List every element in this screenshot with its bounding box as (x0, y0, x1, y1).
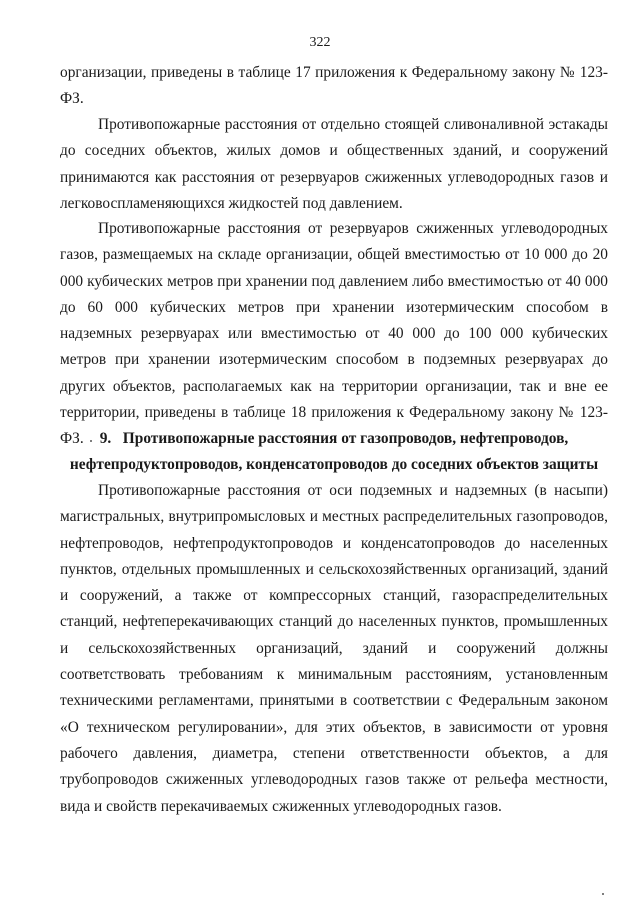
paragraph-continuation: организации, приведены в таблице 17 приложения к Федеральному закону № 123-ФЗ. (60, 64, 608, 108)
paragraph-pipeline-distances: Противопожарные расстояния от оси подземных и надземных (в насыпи) магистральных, внутрипромысловых и местных распределительных газопроводов, нефтепроводов, нефтепродуктопроводов и конденсатопроводов до населенных пунктов, отдельных промышленных и сельскохозяйственных организаций, зданий и сооружений, а также от компрессорных станций, газораспределительных станций, нефтеперекачивающих станций до населенных пунктов, промышленных и сельскохозяйственных организаций, зданий и сооружений должны соответствовать требованиям к минимальным расстояниям, установленным техническими регламентами, принятыми в соответствии с Федеральным законом «О техническом регулировании», для этих объектов, в зависимости от уровня рабочего давления, диаметра, степени ответственности объектов, а для трубопроводов сжиженных углеводородных газов также от рельефа местности, вида и свойств перекачиваемых сжиженных углеводородных газов. (60, 482, 608, 815)
page-number: 322 (309, 35, 331, 50)
paragraph-lpg-reservoir-distances: Противопожарные расстояния от резервуаров сжиженных углеводородных газов, размещаемых на складе организации, общей вместимостью от 10 000 до 20 000 кубических метров при хранении под давлением либо вместимостью от 40 000 до 60 000 кубических метров при хранении изотермическим способом в надземных резервуарах или вместимостью от 40 000 до 100 000 кубических метров при хранении изотермическим способом в подземных резервуарах до других объектов, располагаемых как на территории организации, так и вне ее территории, приведены в таблице 18 приложения к Федеральному закону № 123-ФЗ. (60, 220, 608, 448)
scan-speck (90, 440, 92, 442)
scan-speck (602, 893, 604, 895)
section-heading: 9. Противопожарные расстояния от газопроводов, нефтепроводов, нефтепродуктопроводов, конденсатопроводов до соседних объектов защиты (69, 430, 599, 474)
paragraph-loading-rack-distances: Противопожарные расстояния от отдельно стоящей сливоналивной эстакады до соседних объектов, жилых домов и общественных зданий, и сооружений принимаются как расстояния от резервуаров сжиженных углеводородных газов и легковоспламеняющихся жидкостей под давлением. (60, 116, 608, 212)
